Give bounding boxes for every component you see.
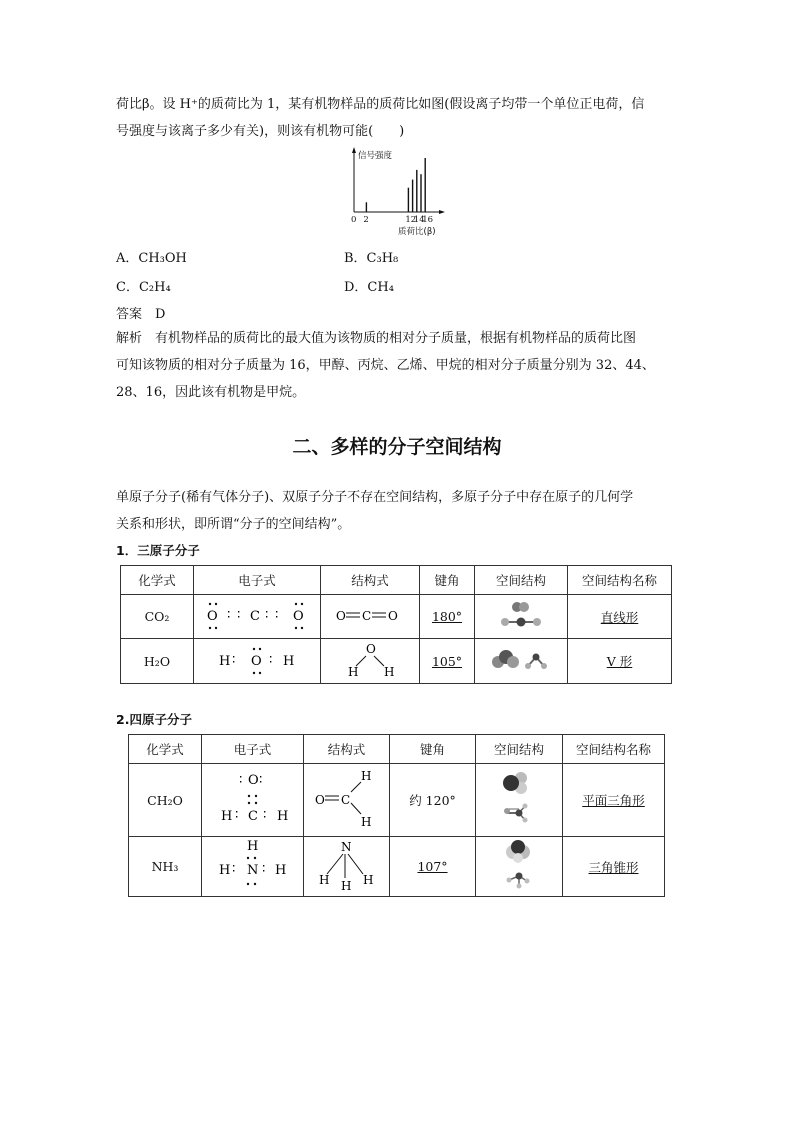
option-d: D．CH₄ [344, 280, 394, 295]
atom-o: O [247, 772, 259, 788]
atom-h-2: H [384, 664, 395, 679]
header-structural: 结构式 [304, 735, 390, 764]
spectrum-bar-13 [412, 180, 413, 212]
co2-model-icon [491, 597, 551, 633]
x-axis-label: 质荷比(β) [398, 227, 436, 237]
model-nh3 [476, 837, 563, 897]
atom-h-right: H [274, 863, 286, 878]
atom-n: N [340, 840, 351, 854]
atom-h-3: H [362, 873, 373, 887]
colon-1: ∶ [234, 807, 238, 823]
tick-label-2: 2 [363, 215, 369, 225]
header-formula: 化学式 [121, 566, 194, 595]
x-axis-arrow [439, 210, 445, 214]
ch2o-electron-dot [205, 766, 301, 832]
colon-o-left: ∶ [238, 772, 242, 788]
shape-name-ch2o: 平面三角形 [563, 764, 665, 837]
atom-h-1: H [318, 873, 329, 887]
colon-2: ∶ [262, 807, 266, 823]
structural-h2o [321, 639, 420, 684]
colon-o-right: ∶ [258, 772, 262, 788]
shape-name-h2o: V 形 [568, 639, 672, 684]
atom-h-left: H [218, 863, 230, 878]
tick-label-14: 14 [413, 215, 425, 225]
analysis-line-2: 可知该物质的相对分子质量为 16，甲醇、丙烷、乙烯、甲烷的相对分子质量分别为 32、44、 [116, 358, 655, 373]
mass-spectrum-chart [340, 144, 460, 238]
tick-label-12: 12 [405, 215, 417, 225]
co2-structural [330, 600, 410, 630]
header-formula: 化学式 [129, 735, 202, 764]
model-ch2o [476, 764, 563, 837]
header-electron: 电子式 [202, 735, 304, 764]
electron-formula-h2o [194, 639, 321, 684]
section-title: 二、多样的分子空间结构 [292, 436, 502, 458]
intro-line-2: 关系和形状，即所谓“分子的空间结构”。 [116, 517, 351, 532]
table-row [129, 764, 665, 837]
nh3-electron-dot [205, 837, 301, 893]
colon-4: ∶ [275, 608, 279, 623]
analysis-line-1: 解析 有机物样品的质荷比的最大值为该物质的相对分子质量，根据有机物样品的质荷比图 [116, 331, 637, 346]
table-row [121, 639, 672, 684]
table-header-row [121, 566, 672, 595]
atom-o-2: O [293, 609, 304, 624]
spectrum-bar-16 [425, 158, 426, 212]
atom-h-1: H [360, 768, 371, 783]
spectrum-bar-15 [420, 174, 421, 212]
table-four-atom [128, 734, 665, 897]
ch2o-structural [307, 766, 387, 832]
atom-h-1: H [220, 808, 232, 824]
colon-3: ∶ [265, 608, 269, 623]
nh3-model-icon [489, 838, 549, 892]
atom-c: C [250, 609, 260, 624]
atom-n: N [246, 863, 258, 878]
formula-nh3: NH₃ [129, 837, 202, 897]
atom-h-top: H [246, 839, 258, 854]
header-shape-name: 空间结构名称 [568, 566, 672, 595]
header-electron: 电子式 [194, 566, 321, 595]
option-a: A．CH₃OH [116, 251, 187, 266]
formula-ch2o: CH₂O [129, 764, 202, 837]
colon-1: ∶ [231, 862, 235, 877]
angle-co2: 180° [420, 595, 475, 639]
analysis-line-3: 28、16，因此该有机物是甲烷。 [116, 385, 306, 400]
atom-o: O [314, 792, 325, 807]
angle-nh3: 107° [390, 837, 476, 897]
shape-name-nh3: 三角锥形 [563, 837, 665, 897]
model-co2 [475, 595, 568, 639]
structural-ch2o [304, 764, 390, 837]
h2o-electron-dot [197, 641, 317, 679]
atom-h-1: H [219, 653, 231, 669]
y-axis-arrow [352, 147, 356, 153]
structural-co2 [321, 595, 420, 639]
electron-formula-co2 [194, 595, 321, 639]
tick-label-0: 0 [351, 215, 357, 225]
table-row [129, 837, 665, 897]
nh3-structural [307, 838, 387, 892]
header-angle: 键角 [420, 566, 475, 595]
atom-c-mid: C [362, 609, 372, 623]
atom-o-left: O [336, 609, 346, 623]
spectrum-bar-2 [366, 202, 367, 212]
header-shape-name: 空间结构名称 [563, 735, 665, 764]
colon-2: ∶ [261, 862, 265, 877]
option-c: C．C₂H₄ [116, 280, 171, 295]
intro-line-1: 单原子分子(稀有气体分子)、双原子分子不存在空间结构，多原子分子中存在原子的几何学 [116, 490, 634, 505]
header-structural: 结构式 [321, 566, 420, 595]
atom-h-2: H [283, 653, 295, 669]
header-shape: 空间结构 [476, 735, 563, 764]
colon-2: ∶ [269, 652, 273, 668]
atom-o-1: O [207, 609, 218, 624]
atom-h-2: H [340, 879, 351, 892]
colon-1: ∶ [232, 652, 236, 668]
table-row [121, 595, 672, 639]
spectrum-bar-12 [408, 188, 409, 212]
y-axis-label: 信号强度 [358, 151, 393, 161]
model-h2o [475, 639, 568, 684]
atom-c: C [340, 792, 350, 807]
h2o-structural [330, 640, 410, 680]
option-b: B．C₃H₈ [344, 251, 399, 266]
electron-formula-nh3 [202, 837, 304, 897]
angle-h2o: 105° [420, 639, 475, 684]
colon-1: ∶ [227, 608, 231, 623]
tick-label-16: 16 [422, 215, 434, 225]
h2o-model-icon [486, 642, 556, 678]
atom-o: O [366, 641, 376, 656]
sec2-heading: 2.四原子分子 [116, 712, 192, 727]
ch2o-model-icon [489, 768, 549, 830]
sec1-heading: 1．三原子分子 [116, 543, 200, 558]
answer: 答案 D [116, 307, 166, 322]
formula-h2o: H₂O [121, 639, 194, 684]
angle-ch2o: 约 120° [390, 764, 476, 837]
structural-nh3 [304, 837, 390, 897]
atom-o-right: O [388, 609, 398, 623]
atom-h-1: H [348, 664, 359, 679]
co2-electron-dot [197, 596, 317, 634]
shape-name-co2: 直线形 [568, 595, 672, 639]
spectrum-bar-14 [416, 170, 417, 212]
table-three-atom [120, 565, 672, 684]
formula-co2: CO₂ [121, 595, 194, 639]
colon-2: ∶ [237, 608, 241, 623]
question-line-2: 号强度与该离子多少有关)，则该有机物可能( ) [116, 124, 405, 139]
question-line-1: 荷比β。设 H⁺的质荷比为 1，某有机物样品的质荷比如图(假设离子均带一个单位正电荷，信 [116, 97, 645, 112]
electron-formula-ch2o [202, 764, 304, 837]
header-shape: 空间结构 [475, 566, 568, 595]
atom-h-2: H [276, 808, 288, 824]
atom-o: O [251, 653, 262, 669]
table-header-row [129, 735, 665, 764]
atom-h-2: H [360, 814, 371, 829]
header-angle: 键角 [390, 735, 476, 764]
atom-c: C [247, 808, 258, 824]
